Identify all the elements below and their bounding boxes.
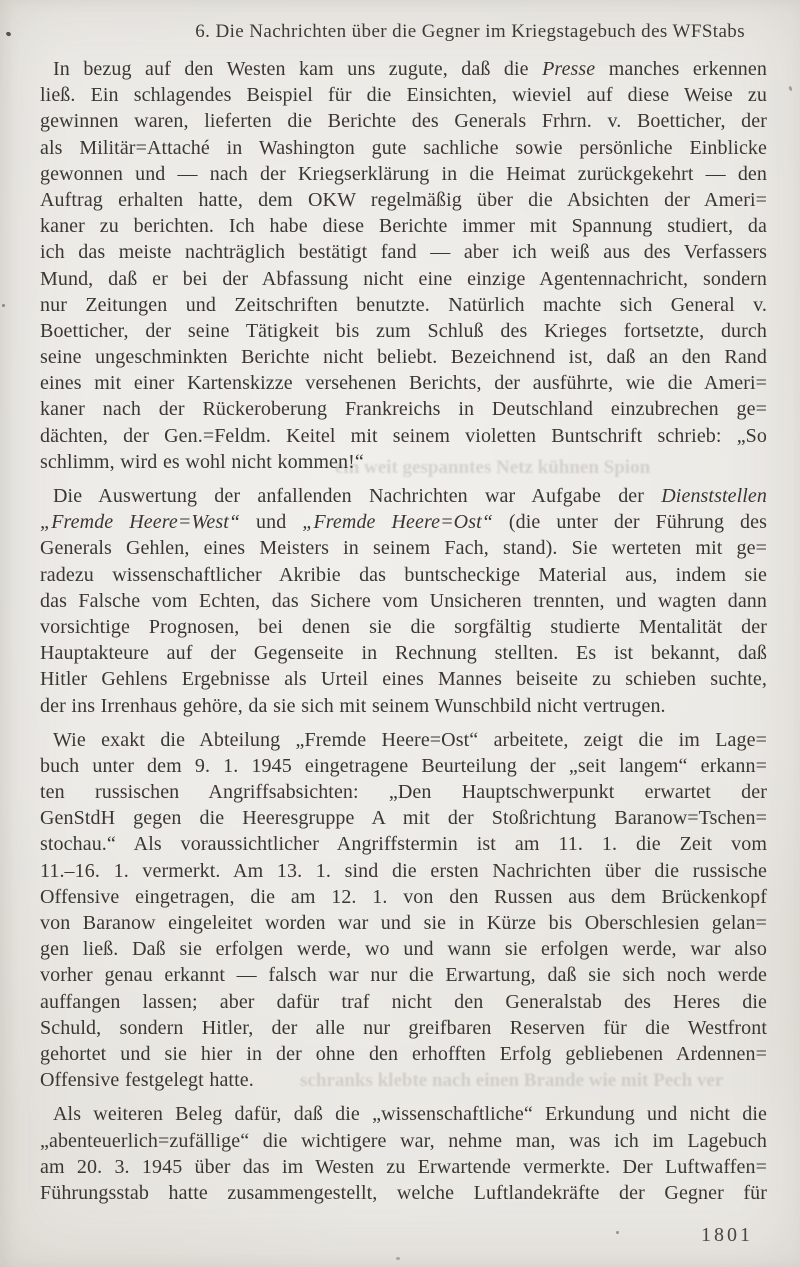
text-line: In bezug auf den Westen kam uns zugute, daß die Presse manches erkennen <box>53 58 767 80</box>
text-line: Offensive festgelegt hatte. <box>40 1069 254 1092</box>
text-line: Hitler Gehlens Ergebnisse als Urteil eines Mannes beiseite zu schieben suchte, <box>40 668 767 691</box>
text-line: ließ. Ein schlagendes Beispiel für die Einsichten, wieviel auf diese Weise zu <box>40 84 767 107</box>
text-line: gewinnen waren, lieferten die Berichte des Generals Frhrn. v. Boetticher, der <box>40 110 767 133</box>
text-line: als Militär=Attaché in Washington gute sachliche sowie persönliche Einblicke <box>40 136 767 159</box>
text-line: radezu wissenschaftlicher Akribie das buntscheckige Material aus, indem sie <box>40 563 767 586</box>
text-line: von Baranow eingeleitet worden war und sie in Kürze bis Oberschlesien gelan= <box>40 912 767 934</box>
text-line: vorsichtige Prognosen, bei denen sie die sorgfältig studierte Mentalität der <box>40 615 767 638</box>
ink-speck <box>616 1231 619 1234</box>
text-line: „abenteuerlich=zufällige“ die wichtigere war, nehme man, was ich im Lagebuch <box>40 1129 767 1152</box>
text-line: Führungsstab hatte zusammengestellt, welche Luftlandekräfte der Gegner für <box>40 1181 767 1204</box>
text-line: Boetticher, der seine Tätigkeit bis zum Schluß des Krieges fortsetzte, durch <box>40 319 767 342</box>
text-line: gewonnen und — nach der Kriegserklärung in die Heimat zurückgekehrt — den <box>40 162 767 185</box>
text-line: nur Zeitungen und Zeitschriften benutzte. Natürlich machte sich General v. <box>40 293 767 316</box>
text-line: dächten, der Gen.=Feldm. Keitel mit seinem violetten Buntschrift schrieb: „So <box>40 424 767 447</box>
text-line: Mund, daß er bei der Abfassung nicht eine einzige Agentennachricht, sondern <box>40 267 767 290</box>
text-line: GenStdH gegen die Heeresgruppe A mit der Stoßrichtung Baranow=Tschen= <box>40 807 767 830</box>
text-line: „Fremde Heere=West“ und „Fremde Heere=Ost“ (die unter der Führung des <box>40 511 767 534</box>
text-line: schlimm, wird es wohl nicht kommen!“ <box>40 450 364 473</box>
text-line: buch unter dem 9. 1. 1945 eingetragene Beurteilung der „seit langem“ erkann= <box>40 754 767 777</box>
ink-speck <box>788 86 793 92</box>
text-line: Die Auswertung der anfallenden Nachrichten war Aufgabe der Dienststellen <box>53 485 767 507</box>
text-block <box>40 56 767 1206</box>
page-number: 1801 <box>701 1224 753 1246</box>
text-line: stochau.“ Als voraussichtlicher Angriffstermin ist am 11. 1. die Zeit vom <box>40 833 767 856</box>
ink-speck <box>396 1257 400 1260</box>
text-line: gen ließ. Daß sie erfolgen werde, wo und wann sie erfolgen werde, war also <box>40 938 767 961</box>
text-line: 11.–16. 1. vermerkt. Am 13. 1. sind die ersten Nachrichten über die russische <box>40 859 767 882</box>
text-line: am 20. 3. 1945 über das im Westen zu Erwartende vermerkte. Der Luftwaffen= <box>40 1155 767 1178</box>
ink-speck <box>2 304 5 307</box>
text-line: vorher genau erkannt — falsch war nur die Erwartung, daß sie sich noch werde <box>40 964 767 987</box>
text-line: Offensive eingetragen, die am 12. 1. von den Russen aus dem Brückenkopf <box>40 885 767 908</box>
text-line: auffangen lassen; aber dafür traf nicht den Generalstab des Heres die <box>40 990 767 1013</box>
paragraph <box>40 727 767 1094</box>
text-line: Als weiteren Beleg dafür, daß die „wissenschaftliche“ Erkundung und nicht die <box>53 1103 767 1126</box>
text-line: Generals Gehlen, eines Meisters in seinem Fach, stand). Sie werteten mit ge= <box>40 537 767 560</box>
text-line: kaner zu berichten. Ich habe diese Berichte immer mit Spannung studiert, da <box>40 215 767 238</box>
text-line: der ins Irrenhaus gehöre, da sie sich mit seinem Wunschbild nicht vertrugen. <box>40 694 666 717</box>
paragraph <box>40 1101 767 1206</box>
bleedthrough-text: schranks klebte nach einen Brande wie mit Pech ver <box>300 1070 724 1091</box>
ink-speck <box>5 31 11 37</box>
paragraph <box>40 483 767 719</box>
text-line: kaner nach der Rückeroberung Frankreichs in Deutschland einzubrechen ge= <box>40 398 767 421</box>
text-line: gehortet und sie hier in der ohne den erhofften Erfolg gebliebenen Ardennen= <box>40 1042 767 1065</box>
paragraph <box>40 56 767 475</box>
text-line: ich das meiste nachträglich bestätigt fand — aber ich weiß aus des Verfassers <box>40 241 767 264</box>
text-line: Schuld, sondern Hitler, der alle nur greifbaren Reserven für die Westfront <box>40 1016 767 1039</box>
text-line: das Falsche vom Echten, das Sichere vom Unsicheren trennten, und wagten dann <box>40 589 767 612</box>
text-line: Hauptakteure auf der Gegenseite in Rechnung stellten. Es ist bekannt, daß <box>40 642 767 665</box>
text-line: eines mit einer Kartenskizze versehenen Berichts, der ausführte, wie die Ameri= <box>40 372 767 395</box>
text-line: Auftrag erhalten hatte, dem OKW regelmäßig über die Absichten der Ameri= <box>40 188 767 211</box>
text-line: Wie exakt die Abteilung „Fremde Heere=Ost“ arbeitete, zeigt die im Lage= <box>53 728 767 751</box>
text-line: ten russischen Angriffsabsichten: „Den Hauptschwerpunkt erwartet der <box>40 781 767 804</box>
bleedthrough-text: ein weit gespanntes Netz kühnen Spion <box>335 457 651 478</box>
text-line: seine ungeschminkten Berichte nicht beliebt. Bezeichnend ist, daß an den Rand <box>40 346 767 369</box>
running-header: 6. Die Nachrichten über die Gegner im Kriegstagebuch des WFStabs <box>195 21 745 42</box>
